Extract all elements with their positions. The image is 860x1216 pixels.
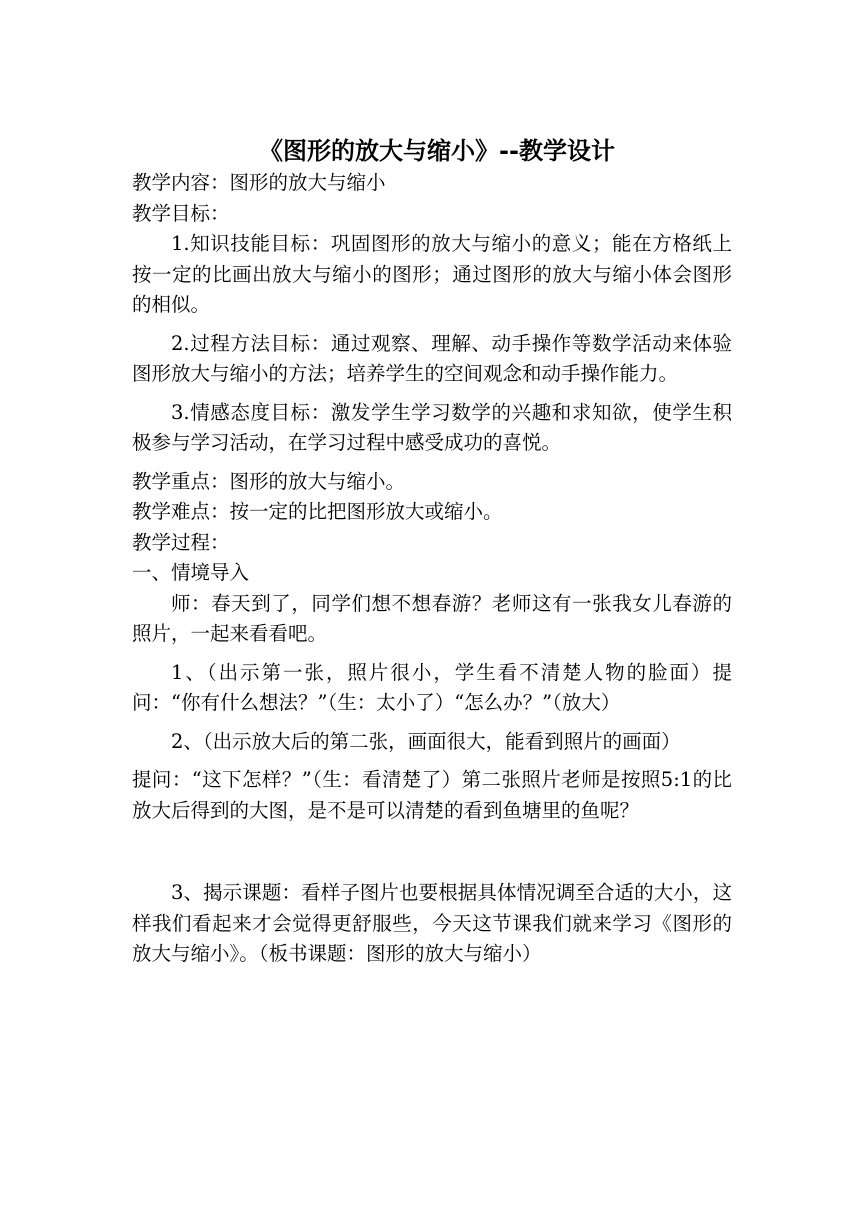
document-page bbox=[132, 134, 732, 970]
objective-emotion: 3.情感态度目标：激发学生学习数学的兴趣和求知欲，使学生积极参与学习活动，在学习过程中感受成功的喜悦。 bbox=[132, 400, 732, 454]
difficult-point-line: 教学难点：按一定的比把图形放大或缩小。 bbox=[132, 500, 503, 523]
paragraph-teacher-intro: 师：春天到了，同学们想不想春游？老师这有一张我女儿春游的照片，一起来看看吧。 bbox=[132, 591, 732, 645]
objective-knowledge: 1.知识技能目标：巩固图形的放大与缩小的意义；能在方格纸上按一定的比画出放大与缩小的图形；通过图形的放大与缩小体会图形的相似。 bbox=[132, 232, 732, 316]
paragraph-step-3: 3、揭示课题：看样子图片也要根据具体情况调至合适的大小，这样我们看起来才会觉得更舒服些，今天这节课我们就来学习《图形的放大与缩小》。（板书课题：图形的放大与缩小） bbox=[132, 881, 732, 965]
section-heading-intro: 一、情境导入 bbox=[132, 561, 250, 584]
paragraph-step-1: 1、（出示第一张，照片很小，学生看不清楚人物的脸面）提问：“你有什么想法？”（生：太小了）“怎么办？”（放大） bbox=[132, 660, 732, 714]
process-heading: 教学过程： bbox=[132, 530, 230, 554]
paragraph-step-2: 2、（出示放大后的第二张，画面很大，能看到照片的画面） bbox=[171, 729, 681, 753]
teaching-content-line: 教学内容：图形的放大与缩小 bbox=[132, 171, 386, 194]
objectives-heading: 教学目标： bbox=[132, 201, 230, 225]
document-title: 《图形的放大与缩小》--教学设计 bbox=[259, 137, 615, 165]
objective-process: 2.过程方法目标：通过观察、理解、动手操作等数学活动来体验图形放大与缩小的方法；培养学生的空间观念和动手操作能力。 bbox=[132, 331, 732, 385]
key-point-line: 教学重点：图形的放大与缩小。 bbox=[132, 469, 406, 493]
paragraph-question: 提问：“这下怎样？”（生：看清楚了）第二张照片老师是按照5:1的比放大后得到的大图，是不是可以清楚的看到鱼塘里的鱼呢？ bbox=[132, 768, 732, 822]
